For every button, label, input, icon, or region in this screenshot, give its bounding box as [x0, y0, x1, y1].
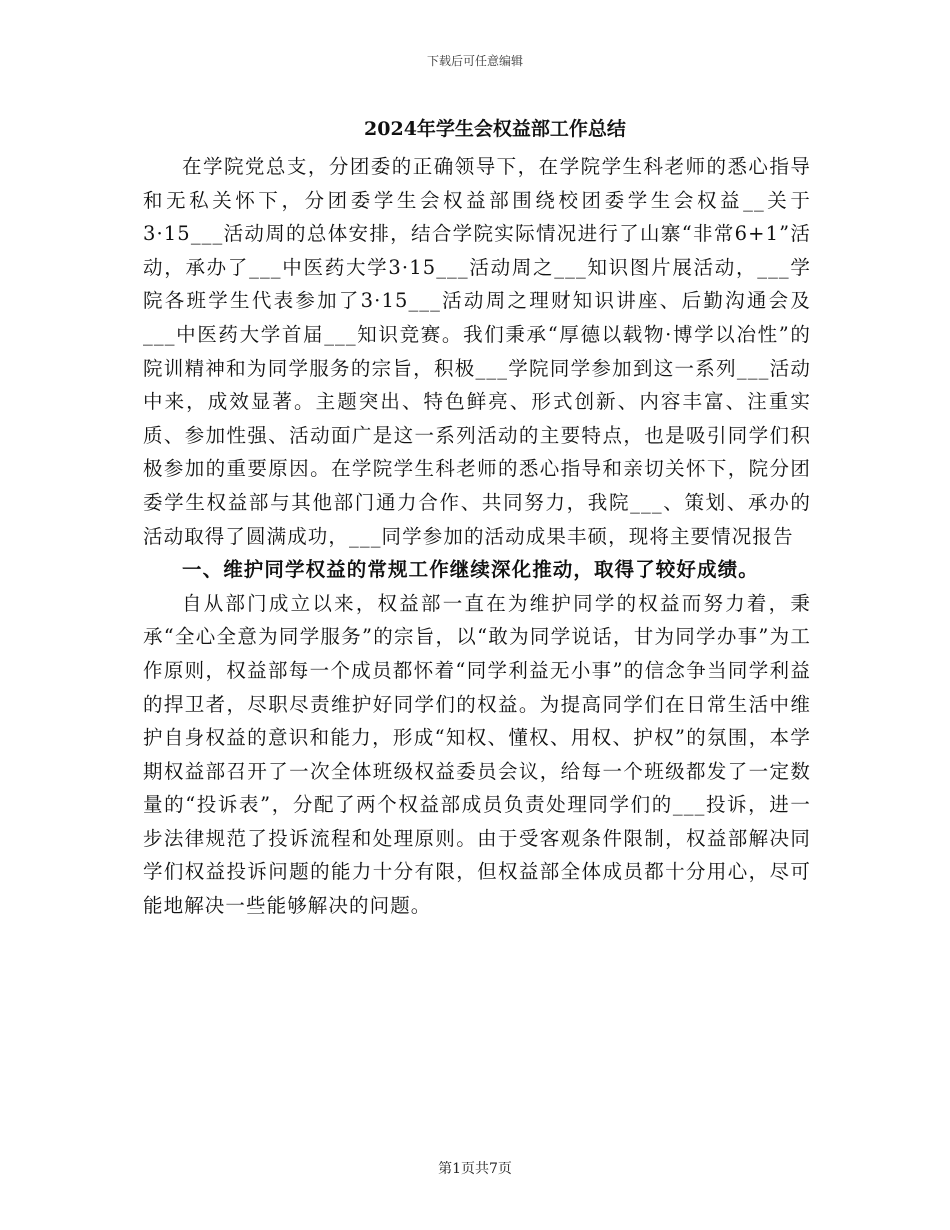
document-title: 2024年学生会权益部工作总结: [364, 118, 626, 140]
header-note: 下载后可任意编辑: [426, 54, 523, 68]
section-paragraph: 自从部门成立以来，权益部一直在为维护同学的权益而努力着，秉承“全心全意为同学服务”的宗旨，以“敢为同学说话，甘为同学办事”为工作原则，权益部每一个成员都怀着“同学利益无小事”的信念争当同学利益的捍卫者，尽职尽责维护好同学们的权益。为提高同学们在日常生活中维护自身权益的意识和能力，形成“知权、懂权、用权、护权”的氛围，本学期权益部召开了一次全体班级权益委员会议，给每一个班级都发了一定数量的“投诉表”，分配了两个权益部成员负责处理同学们的___投诉，进一步法律规范了投诉流程和处理原则。由于受客观条件限制，权益部解决同学们权益投诉问题的能力十分有限，但权益部全体成员都十分用心，尽可能地解决一些能够解决的问题。: [143, 591, 811, 918]
section-heading: 一、维护同学权益的常规工作继续深化推动，取得了较好成绩。: [182, 558, 759, 582]
document-body: [143, 150, 811, 923]
intro-paragraph: 在学院党总支，分团委的正确领导下，在学院学生科老师的悉心指导和无私关怀下，分团委学生会权益部围绕校团委学生会权益__关于3·15___活动周的总体安排，结合学院实际情况进行了山寨“非常6+1”活动，承办了___中医药大学3·15___活动周之___知识图片展活动，___学院各班学生代表参加了3·15___活动周之理财知识讲座、后勤沟通会及___中医药大学首届___知识竞赛。我们秉承“厚德以载物·博学以冶性”的院训精神和为同学服务的宗旨，积极___学院同学参加到这一系列___活动中来，成效显著。主题突出、特色鲜亮、形式创新、内容丰富、注重实质、参加性强、活动面广是这一系列活动的主要特点，也是吸引同学们积极参加的重要原因。在学院学生科老师的悉心指导和亲切关怀下，院分团委学生权益部与其他部门通力合作、共同努力，我院___、策划、承办的活动取得了圆满成功，___同学参加的活动成果丰硕，现将主要情况报告: [143, 155, 811, 548]
page-footer: 第1页共7页: [438, 1161, 512, 1177]
